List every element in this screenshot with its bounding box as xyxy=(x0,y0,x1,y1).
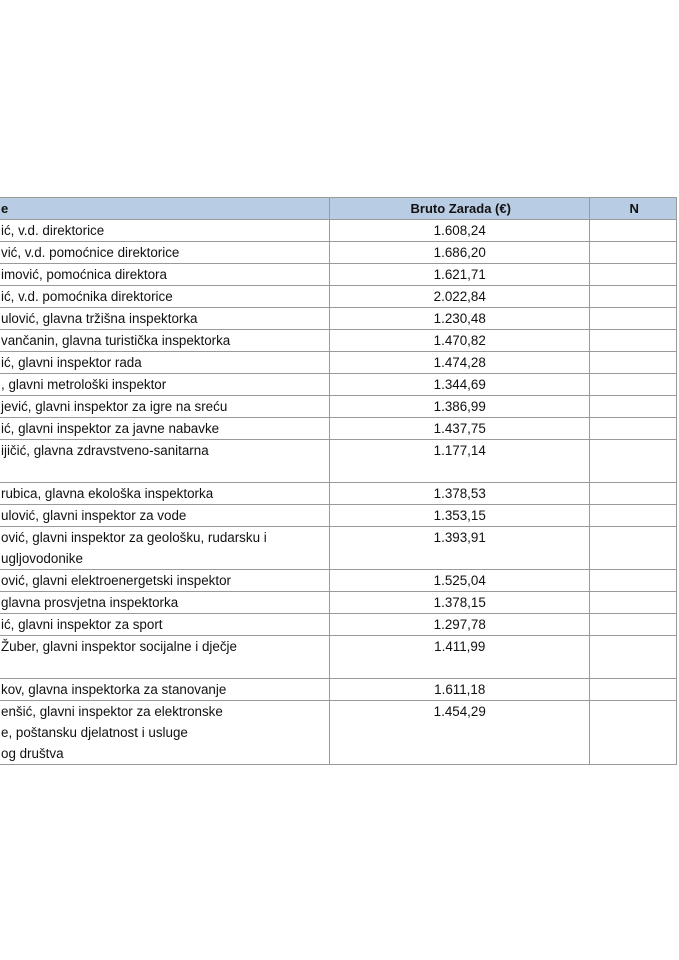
table-row xyxy=(0,592,677,614)
cell-name-position xyxy=(0,352,330,374)
table-row xyxy=(0,483,677,505)
name-line: jević, glavni inspektor za igre na sreću xyxy=(1,399,228,414)
cell-net-salary xyxy=(590,570,677,592)
cell-net-salary xyxy=(590,330,677,352)
cell-gross-salary: 1.393,91 xyxy=(330,527,590,570)
cell-net-salary xyxy=(590,440,677,483)
cell-gross-salary: 1.686,20 xyxy=(330,242,590,264)
cell-gross-salary: 1.611,18 xyxy=(330,679,590,701)
cell-name-position xyxy=(0,220,330,242)
cell-name-position xyxy=(0,701,330,765)
table-row xyxy=(0,352,677,374)
name-line: ulović, glavni inspektor za vode xyxy=(1,508,187,523)
name-line: ijičić, glavna zdravstveno-sanitarna xyxy=(1,443,209,458)
cell-gross-salary: 1.608,24 xyxy=(330,220,590,242)
cell-gross-salary: 1.437,75 xyxy=(330,418,590,440)
cell-name-position xyxy=(0,636,330,679)
cell-net-salary xyxy=(590,418,677,440)
cell-gross-salary: 1.474,28 xyxy=(330,352,590,374)
name-line: ugljovodonike xyxy=(1,551,83,566)
cell-name-position xyxy=(0,527,330,570)
table-row xyxy=(0,396,677,418)
table-row xyxy=(0,636,677,679)
cell-net-salary xyxy=(590,374,677,396)
cell-name-position xyxy=(0,308,330,330)
table-row xyxy=(0,679,677,701)
table-row xyxy=(0,418,677,440)
name-line: og društva xyxy=(1,746,64,761)
cell-name-position xyxy=(0,505,330,527)
header-gross-salary: Bruto Zarada (€) xyxy=(330,198,590,220)
table-row xyxy=(0,374,677,396)
cell-name-position xyxy=(0,374,330,396)
name-line: glavna prosvjetna inspektorka xyxy=(1,595,179,610)
name-line: , glavni metrološki inspektor xyxy=(1,377,167,392)
table-row xyxy=(0,220,677,242)
table-row xyxy=(0,527,677,570)
cell-name-position xyxy=(0,330,330,352)
name-line: vić, v.d. pomoćnice direktorice xyxy=(1,245,180,260)
cell-net-salary xyxy=(590,592,677,614)
table-body xyxy=(0,220,677,765)
cell-name-position xyxy=(0,440,330,483)
cell-net-salary xyxy=(590,286,677,308)
cell-gross-salary: 1.344,69 xyxy=(330,374,590,396)
cell-gross-salary: 1.177,14 xyxy=(330,440,590,483)
table-row xyxy=(0,614,677,636)
salary-table xyxy=(0,197,677,765)
cell-net-salary xyxy=(590,483,677,505)
table-row xyxy=(0,440,677,483)
name-line: kov, glavna inspektorka za stanovanje xyxy=(1,682,227,697)
cell-gross-salary: 1.386,99 xyxy=(330,396,590,418)
table-row xyxy=(0,505,677,527)
cell-name-position xyxy=(0,614,330,636)
cell-net-salary xyxy=(590,396,677,418)
cell-name-position xyxy=(0,286,330,308)
cell-net-salary xyxy=(590,352,677,374)
header-name: e xyxy=(0,198,330,220)
name-line: ić, v.d. pomoćnika direktorice xyxy=(1,289,173,304)
name-line: imović, pomoćnica direktora xyxy=(1,267,167,282)
table-row xyxy=(0,570,677,592)
cell-gross-salary: 1.378,53 xyxy=(330,483,590,505)
name-line: ović, glavni inspektor za geološku, rudarsku i xyxy=(1,530,267,545)
table-row xyxy=(0,242,677,264)
table-row xyxy=(0,330,677,352)
cell-gross-salary: 1.353,15 xyxy=(330,505,590,527)
cell-name-position xyxy=(0,679,330,701)
name-line: rubica, glavna ekološka inspektorka xyxy=(1,486,214,501)
cell-net-salary xyxy=(590,505,677,527)
cell-net-salary xyxy=(590,527,677,570)
cell-name-position xyxy=(0,264,330,286)
cell-gross-salary: 1.470,82 xyxy=(330,330,590,352)
name-line: ić, glavni inspektor za javne nabavke xyxy=(1,421,220,436)
cell-net-salary xyxy=(590,701,677,765)
cell-name-position xyxy=(0,483,330,505)
name-line: ić, v.d. direktorice xyxy=(1,223,105,238)
cell-name-position xyxy=(0,396,330,418)
table-header-row xyxy=(0,198,677,220)
cell-gross-salary: 1.454,29 xyxy=(330,701,590,765)
cell-gross-salary: 1.378,15 xyxy=(330,592,590,614)
table-row xyxy=(0,264,677,286)
name-line: Žuber, glavni inspektor socijalne i dječje xyxy=(1,639,237,654)
name-line: ić, glavni inspektor za sport xyxy=(1,617,163,632)
cell-gross-salary: 2.022,84 xyxy=(330,286,590,308)
cell-gross-salary: 1.525,04 xyxy=(330,570,590,592)
table-row xyxy=(0,308,677,330)
cell-name-position xyxy=(0,242,330,264)
header-net-salary: N xyxy=(590,198,677,220)
cell-net-salary xyxy=(590,614,677,636)
cell-net-salary xyxy=(590,242,677,264)
cell-net-salary xyxy=(590,220,677,242)
cell-net-salary xyxy=(590,264,677,286)
cell-name-position xyxy=(0,570,330,592)
table-row xyxy=(0,701,677,765)
name-line: ulović, glavna tržišna inspektorka xyxy=(1,311,198,326)
name-line: vančanin, glavna turistička inspektorka xyxy=(1,333,231,348)
cell-net-salary xyxy=(590,636,677,679)
name-line: ić, glavni inspektor rada xyxy=(1,355,142,370)
table-row xyxy=(0,286,677,308)
name-line: enšić, glavni inspektor za elektronske xyxy=(1,704,223,719)
cell-gross-salary: 1.621,71 xyxy=(330,264,590,286)
cell-net-salary xyxy=(590,679,677,701)
cell-name-position xyxy=(0,418,330,440)
cell-gross-salary: 1.411,99 xyxy=(330,636,590,679)
name-line: ović, glavni elektroenergetski inspektor xyxy=(1,573,231,588)
cell-name-position xyxy=(0,592,330,614)
cell-gross-salary: 1.230,48 xyxy=(330,308,590,330)
name-line: e, poštansku djelatnost i usluge xyxy=(1,725,188,740)
cell-net-salary xyxy=(590,308,677,330)
cell-gross-salary: 1.297,78 xyxy=(330,614,590,636)
